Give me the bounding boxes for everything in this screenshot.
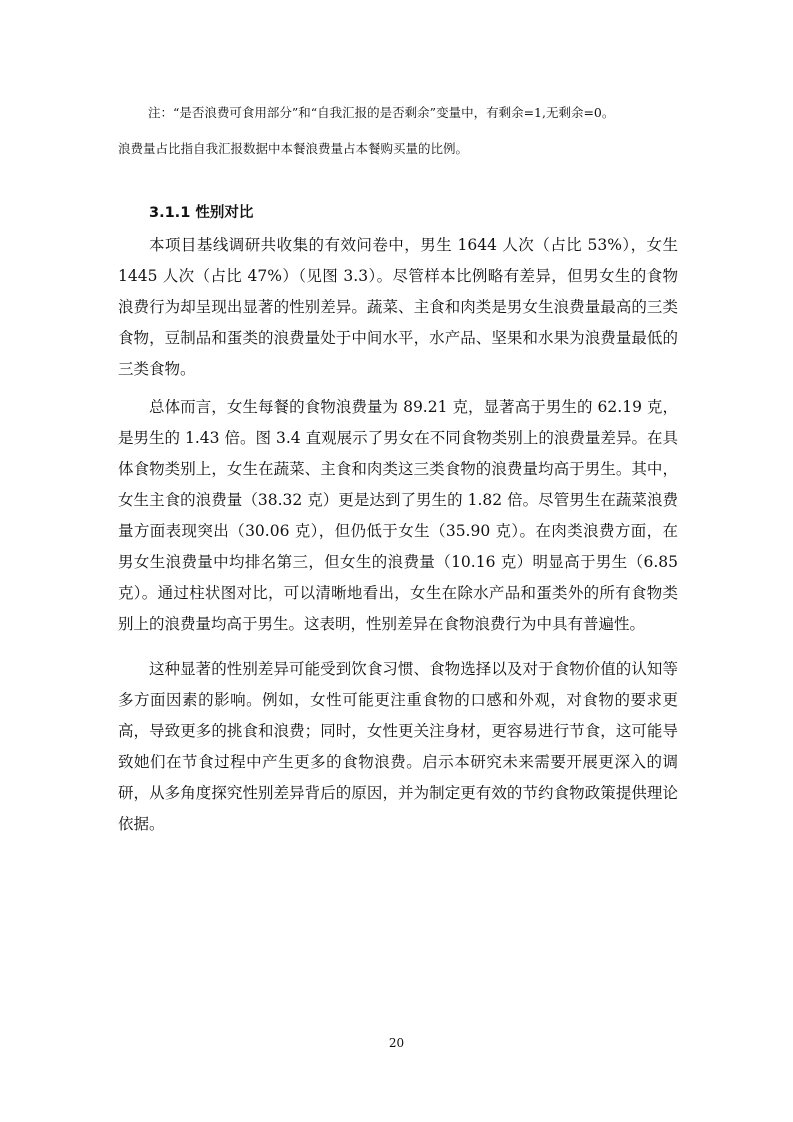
table-note-variables: 注：“是否浪费可食用部分”和“自我汇报的是否剩余”变量中，有剩余=1,无剩余=0。 (148, 105, 615, 120)
page-number: 20 (388, 1036, 405, 1050)
paragraph-gender-factors: 这种显著的性别差异可能受到饮食习惯、食物选择以及对于食物价值的认知等多方面因素的影响。例如，女性可能更注重食物的口感和外观，对食物的要求更高，导致更多的挑食和浪费；同时，女性更关注身材，更容易进行节食，这可能导致她们在节食过程中产生更多的食物浪费。启示本研究未来需要开展更深入的调研，从多角度探究性别差异背后的原因，并为制定更有效的节约食物政策提供理论依据。 (118, 660, 678, 833)
section-heading: 3.1.1 性别对比 (149, 205, 254, 221)
paragraph-sample-overview: 本项目基线调研共收集的有效问卷中，男生 1644 人次（占比 53%），女生 1445 人次（占比 47%）（见图 3.3）。尽管样本比例略有差异，但男女生的食物浪费行为却呈现出显著的性别差异。蔬菜、主食和肉类是男女生浪费量最高的三类食物，豆制品和蛋类的浪费量处于中间水平，水产品、坚果和水果为浪费量最低的三类食物。 (118, 236, 678, 378)
paragraph-waste-comparison: 总体而言，女生每餐的食物浪费量为 89.21 克，显著高于男生的 62.19 克，是男生的 1.43 倍。图 3.4 直观展示了男女在不同食物类别上的浪费量差异。在具体食物类别上，女生在蔬菜、主食和肉类这三类食物的浪费量均高于男生。其中，女生主食的浪费量（38.32 克）更是达到了男生的 1.82 倍。尽管男生在蔬菜浪费量方面表现突出（30.06 克），但仍低于女生（35.90 克）。在肉类浪费方面，在男女生浪费量中均排名第三，但女生的浪费量（10.16 克）明显高于男生（6.85 克）。通过柱状图对比，可以清晰地看出，女生在除水产品和蛋类外的所有食物类别上的浪费量均高于男生。这表明，性别差异在食物浪费行为中具有普遍性。 (118, 398, 678, 633)
table-note-waste-ratio: 浪费量占比指自我汇报数据中本餐浪费量占本餐购买量的比例。 (118, 141, 469, 156)
